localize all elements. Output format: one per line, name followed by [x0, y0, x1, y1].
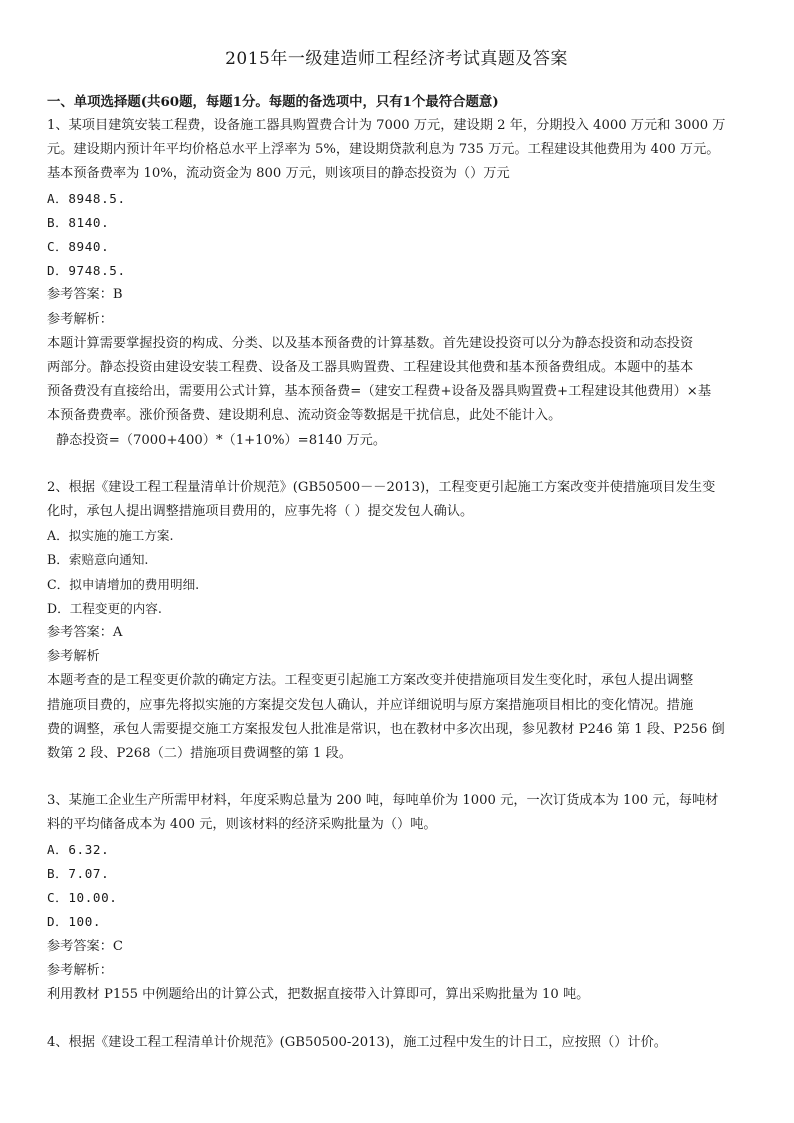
- question-3: [47, 789, 746, 1007]
- option-b: B．8140.: [47, 214, 110, 230]
- spacer: [47, 1007, 746, 1031]
- spacer: [47, 766, 746, 789]
- option-a: A．8948.5.: [47, 190, 126, 206]
- question-stem-line: 1、某项目建筑安装工程费，设备施工器具购置费合计为 7000 万元，建设期 2 年，分期投入 4000 万元和 3000 万: [47, 118, 726, 133]
- question-2: [47, 476, 746, 766]
- question-4: [47, 1031, 746, 1055]
- option-a: A．6.32.: [47, 841, 110, 857]
- question-stem-line: 基本预备费率为 10%，流动资金为 800 万元，则该项目的静态投资为（）万元: [47, 166, 510, 182]
- option-c: C．8940.: [47, 239, 110, 255]
- analysis-label: 参考解析：: [47, 311, 113, 327]
- option-a: A．拟实施的施工方案.: [47, 528, 174, 544]
- analysis-line: 费的调整，承包人需要提交施工方案报发包人批准是常识，也在教材中多次出现，参见教材 P246 第 1 段、P256 倒: [47, 721, 725, 737]
- spacer: [47, 453, 746, 476]
- analysis-line: 两部分。静态投资由建设安装工程费、设备及工器具购置费、工程建设其他费和基本预备费组成。本题中的基本: [47, 360, 694, 376]
- analysis-line: 数第 2 段、P268（二）措施项目费调整的第 1 段。: [47, 746, 352, 762]
- analysis-line: 本预备费费率。涨价预备费、建设期利息、流动资金等数据是干扰信息，此处不能计入。: [47, 408, 562, 424]
- question-stem-line: 料的平均储备成本为 400 元，则该材料的经济采购批量为（）吨。: [47, 817, 437, 833]
- option-d: D．100.: [47, 914, 102, 930]
- question-stem-line: 3、某施工企业生产所需甲材料，年度采购总量为 200 吨，每吨单价为 1000 元，一次订货成本为 100 元，每吨材: [47, 793, 719, 809]
- option-d: D．工程变更的内容.: [47, 600, 162, 616]
- option-b: B．索赔意向通知.: [47, 552, 149, 568]
- reference-answer: 参考答案：C: [47, 938, 124, 954]
- question-1: [47, 114, 746, 453]
- analysis-line: 措施项目费的，应事先将拟实施的方案提交发包人确认，并应详细说明与原方案措施项目相比的变化情况。措施: [47, 697, 694, 713]
- analysis-line: 预备费没有直接给出，需要用公式计算，基本预备费=（建安工程费+设备及器具购置费+工程建设其他费用）×基: [47, 384, 712, 400]
- reference-answer: 参考答案：A: [47, 625, 123, 641]
- analysis-formula: 静态投资=（7000+400）*（1+10%）=8140 万元。: [56, 432, 387, 448]
- analysis-line: 本题考查的是工程变更价款的确定方法。工程变更引起施工方案改变并使措施项目发生变化时，承包人提出调整: [47, 673, 694, 689]
- question-stem-line: 2、根据《建设工程工程量清单计价规范》(GB50500－－2013)，工程变更引起施工方案改变并使措施项目发生变: [47, 479, 716, 495]
- question-stem-line: 元。建设期内预计年平均价格总水平上浮率为 5%，建设期贷款利息为 735 万元。工程建设其他费用为 400 万元。: [47, 142, 720, 158]
- question-stem-line: 化时，承包人提出调整措施项目费用的，应事先将（ ）提交发包人确认。: [47, 504, 474, 520]
- option-d: D．9748.5.: [47, 263, 126, 279]
- analysis-label: 参考解析：: [47, 962, 113, 978]
- analysis-line: 本题计算需要掌握投资的构成、分类、以及基本预备费的计算基数。首先建设投资可以分为静态投资和动态投资: [47, 335, 694, 351]
- option-c: C．拟申请增加的费用明细.: [47, 576, 200, 592]
- page-title: 2015年一级建造师工程经济考试真题及答案: [225, 49, 568, 69]
- option-b: B．7.07.: [47, 865, 110, 881]
- option-c: C．10.00.: [47, 890, 118, 906]
- analysis-line: 利用教材 P155 中例题给出的计算公式，把数据直接带入计算即可，算出采购批量为 10 吨。: [47, 986, 590, 1002]
- section-heading: 一、单项选择题(共60题，每题1分。每题的备选项中，只有1个最符合题意): [47, 94, 499, 110]
- analysis-label: 参考解析: [47, 649, 100, 665]
- question-stem-line: 4、根据《建设工程工程清单计价规范》(GB50500-2013)，施工过程中发生的计日工，应按照（）计价。: [47, 1035, 667, 1051]
- reference-answer: 参考答案：B: [47, 287, 123, 303]
